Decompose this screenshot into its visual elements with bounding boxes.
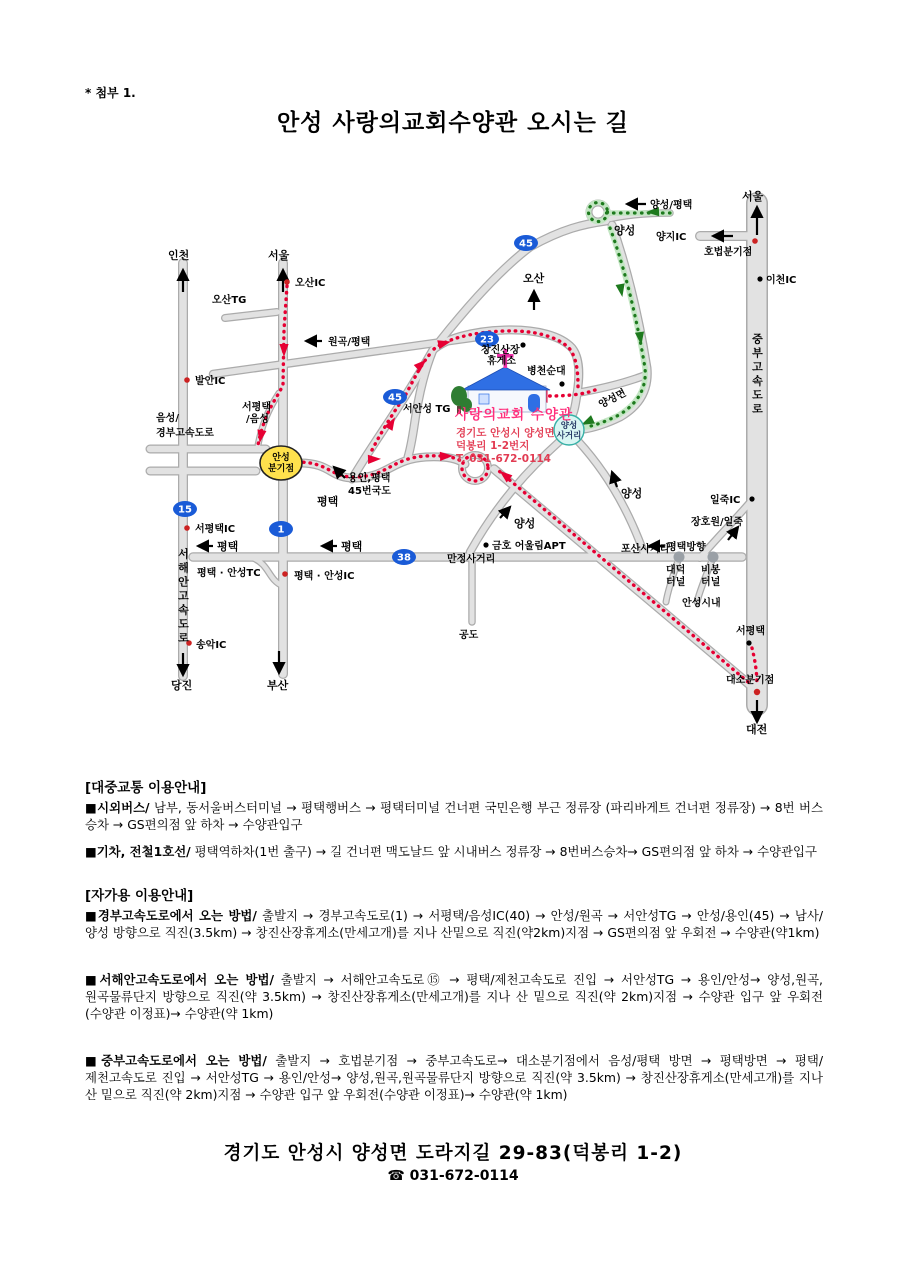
label-seopyeongtaek-eumseong-2: /음성: [246, 414, 269, 425]
car-item-gyeongbu: [85, 907, 823, 941]
label-bibong-tunnel-1: 비봉: [701, 565, 721, 576]
label-daedeok-tunnel-2: 터널: [666, 577, 686, 588]
church-address-line3: T. 031-672-0114: [456, 453, 551, 465]
label-changjin-rest-1: 창진산장: [481, 345, 520, 356]
label-bibong-tunnel-2: 터널: [701, 577, 721, 588]
bibong-tunnel-portal: [708, 552, 719, 563]
label-dangjin: 당진: [171, 679, 193, 692]
label-osan-ic: 오산IC: [295, 278, 326, 289]
car-item-seohaean: [85, 971, 823, 1022]
label-yangseong-sw: 양성: [514, 517, 536, 530]
label-songak-ic: 송악IC: [196, 640, 227, 651]
label-yangseong-pyeongtaek: 양성/평택: [650, 200, 693, 211]
roads: [150, 203, 757, 705]
transit-section: [85, 776, 823, 870]
label-posan-crossing: 포산사거리: [621, 544, 670, 555]
attachment-note: * 첨부 1.: [85, 86, 136, 100]
label-yongin-pyeongtaek-1: 용인,평택: [348, 473, 391, 484]
anseong-junction-line2: 분기점: [267, 464, 295, 474]
label-pyeongtaek-anseong-ic: 평택 · 안성IC: [294, 571, 355, 582]
label-hobeop-junction: 호법분기점: [704, 247, 753, 258]
footer-phone: ☎ 031-672-0114: [387, 1168, 519, 1184]
label-seoul-topright: 서울: [742, 190, 764, 203]
map-labels: [155, 189, 796, 736]
label-osan-tg: 오산TG: [212, 295, 247, 306]
anseong-junction-line1: 안성: [272, 453, 290, 463]
footer-address: 경기도 안성시 양성면 도라지길 29-83(덕봉리 1-2): [223, 1143, 683, 1164]
shield-23: 23: [480, 334, 494, 346]
yangseong-crossing-line2: 사거리: [556, 431, 582, 441]
label-icheon-ic: 이천IC: [766, 275, 797, 286]
label-manjeong-crossing: 만정사거리: [447, 554, 496, 565]
daedeok-tunnel-portal: [674, 552, 685, 563]
car-item-gyeongbu-body: 출발지 → 경부고속도로(1) → 서평택/음성IC(40) → 안성/원곡 → 서안성TG → 안성/용인(45) → 남사/양성 방향으로 직진(3.5km) → 창진산장휴게소(만세고개)를 지나 산밑으로 직진(약2km)지점 → GS편의점 앞 우회전 → 수양관(약1km): [85, 908, 823, 940]
label-yangseong-top: 양성: [614, 224, 636, 237]
shield-45-top: 45: [519, 238, 533, 250]
car-heading: [자가용 이용안내]: [85, 888, 194, 904]
page-title: 안성 사랑의교회수양관 오시는 길: [276, 110, 630, 136]
label-pyeongtaek-anseong-tc: 평택 · 안성TC: [197, 568, 261, 579]
transit-item-bus-body: 남부, 동서울버스터미널 → 평택행버스 → 평택터미널 건너편 국민은행 부근 정류장 (파리바게트 건너편 정류장) → 8번 버스 승차 → GS편의점 앞 하차 → 수양관입구: [85, 800, 823, 832]
transit-item-train: [85, 843, 823, 860]
label-seoanseong-tg: 서안성 TG: [403, 404, 451, 415]
church-title: 사랑의교회 수양관: [455, 407, 574, 423]
label-byeongcheon-sundae: 병천순대: [527, 366, 566, 377]
label-daedeok-tunnel-1: 대덕: [666, 565, 686, 576]
label-osan-mid: 오산: [523, 272, 545, 285]
label-seopyeongtaek-ic: 서평택IC: [195, 524, 236, 535]
label-seopyeongtaek-eumseong-1: 서평택: [242, 402, 271, 413]
car-item-jungbu-head: ■중부고속도로에서 오는 방법/: [85, 1053, 267, 1068]
transit-item-train-body: 평택역하차(1번 출구) → 길 건너편 맥도날드 앞 시내버스 정류장 → 8번버스승차→ GS편의점 앞 하차 → 수양관입구: [190, 844, 817, 859]
shield-38: 38: [397, 552, 411, 564]
label-gongdo: 공도: [459, 630, 479, 641]
church-address-line1: 경기도 안성시 양성면: [456, 427, 555, 439]
label-daejeon: 대전: [746, 723, 768, 736]
church-address-line2: 덕봉리 1-2번지: [456, 440, 530, 452]
road-outlines: [150, 203, 757, 705]
label-janghowon-iljuk: 장호원/일죽: [691, 517, 743, 528]
directions-map: [130, 180, 906, 762]
label-eumseong-2: 경부고속도로: [156, 428, 214, 439]
shield-45-west: 45: [388, 392, 402, 404]
label-yangji-ic: 양지IC: [656, 232, 687, 243]
label-seoul: 서울: [268, 249, 290, 262]
anseong-junction-badge: [260, 446, 302, 480]
car-item-gyeongbu-head: ■경부고속도로에서 오는 방법/: [85, 908, 257, 923]
transit-heading: [대중교통 이용안내]: [85, 780, 207, 796]
label-balan-ic: 발안IC: [195, 376, 226, 387]
car-item-jungbu-body: 출발지 → 호법분기점 → 중부고속도로→ 대소분기점에서 음성/평택 방면 → 평택방면 → 평택/제천고속도로 진입 → 서안성TG → 용인/안성→ 양성,원곡,원곡물류단지 방향으로 직진(약 3.5km) → 창진산장휴게소(만세고개)를 지나 산 밑으로 직진(약 2km)지점 → 수양관 입구 앞 우회전(수양관 이정표)→ 수양관(약 1km): [85, 1053, 823, 1102]
transit-item-train-head: ■기차, 전철1호선/: [85, 844, 191, 859]
label-daeso-junction: 대소분기점: [726, 675, 775, 686]
label-pyeongtaek-direction: 평택방향: [667, 542, 706, 553]
shield-1: 1: [277, 524, 285, 536]
label-kumho-apt: 금호 어울림APT: [492, 541, 566, 552]
label-anseong-downtown: 안성시내: [682, 598, 721, 609]
shield-15: 15: [178, 504, 192, 516]
label-busan: 부산: [267, 679, 289, 692]
label-pyeongtaek-c: 평택: [341, 540, 363, 553]
car-item-seohaean-head: ■서해안고속도로에서 오는 방법/: [85, 972, 274, 987]
label-pyeongtaek-b: 평택: [217, 540, 239, 553]
car-item-seohaean-body: 출발지 → 서해안고속도로⑮ → 평택/제천고속도로 진입 → 서안성TG → 용인/안성→ 양성,원곡,원곡물류단지 방향으로 직진(약 3.5km) → 창진산장휴게소(만세고개)를 지나 산 밑으로 직진(약 2km)지점 → 수양관 입구 앞 우회전(수양관 이정표)→ 수양관(약 1km): [85, 972, 824, 1021]
transit-item-bus: [85, 799, 823, 833]
label-changjin-rest-2: 휴게소: [487, 356, 516, 367]
car-item-jungbu: [85, 1052, 823, 1103]
label-pyeongtaek-a: 평택: [317, 495, 339, 508]
label-eumseong-1: 음성/: [156, 413, 179, 424]
label-iljuk-ic: 일죽IC: [710, 495, 741, 506]
label-yangseong-se: 양성: [621, 487, 643, 500]
label-jungbu-expressway: 중부고속도로: [750, 333, 764, 417]
label-yangseong-myeon: 양성면: [597, 387, 629, 411]
transit-item-bus-head: ■시외버스/: [85, 800, 150, 815]
label-yongin-pyeongtaek-2: 45번국도: [348, 486, 391, 497]
label-seopyeongtaek-bottom: 서평택: [736, 626, 765, 637]
car-section: [85, 884, 823, 1113]
label-wongok-pyeongtaek: 원곡/평택: [328, 337, 371, 348]
yangseong-crossing-line1: 양성: [560, 421, 578, 431]
label-seohaean-expressway: 서해안고속도로: [176, 548, 190, 646]
label-incheon: 인천: [168, 249, 190, 262]
